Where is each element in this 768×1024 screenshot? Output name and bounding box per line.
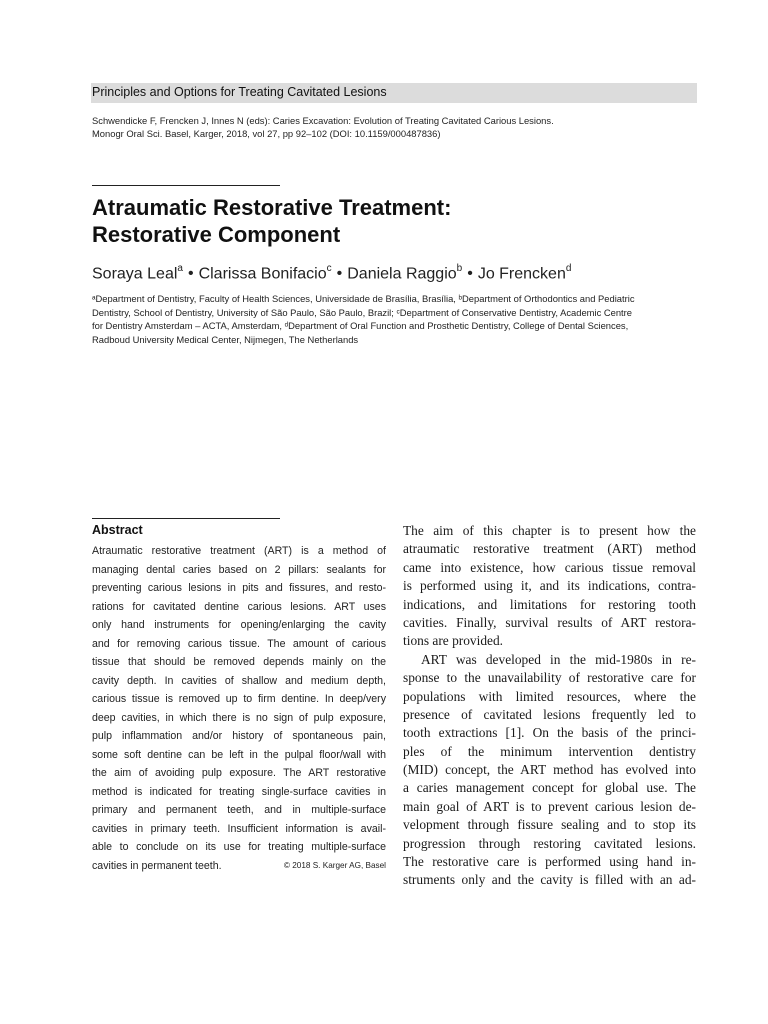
title-line: Atraumatic Restorative Treatment: xyxy=(92,195,452,220)
body-line: (MID) concept, the ART method has evolved into xyxy=(403,762,696,778)
body-line: indications, and limitations for restoring tooth xyxy=(403,596,696,612)
author-affiliation-marker: b xyxy=(456,263,463,274)
body-line: populations with limited resources, where the xyxy=(403,688,696,704)
affiliations xyxy=(92,292,702,346)
abstract-line: carious tissue is removed up to firm dentine. In deep/very xyxy=(92,693,386,705)
author-affiliation-marker: a xyxy=(177,263,183,274)
citation-line: Schwendicke F, Frencken J, Innes N (eds): Caries Excavation: Evolution of Treating Cavitated Carious Lesions. xyxy=(92,115,554,126)
body-line: tooth extractions [1]. On the basis of the princi- xyxy=(403,725,696,741)
title-rule xyxy=(92,185,280,186)
body-line: tions are provided. xyxy=(403,633,504,649)
abstract-line: the aim of avoiding pulp exposure. The ART restorative xyxy=(92,767,386,779)
abstract-line: method is indicated for treating single-surface cavities in xyxy=(92,785,386,798)
abstract-line: Atraumatic restorative treatment (ART) is a method of xyxy=(92,545,386,557)
abstract-line: cavities in permanent teeth. xyxy=(92,859,222,872)
affiliation-line: for Dentistry Amsterdam – ACTA, Amsterdam, ᵈDepartment of Oral Function and Prosthetic Dentistry, College of Dental Sciences, xyxy=(92,320,629,332)
affiliation-line: Radboud University Medical Center, Nijmegen, The Netherlands xyxy=(92,333,359,345)
citation-line: Monogr Oral Sci. Basel, Karger, 2018, vol 27, pp 92–102 (DOI: 10.1159/000487836) xyxy=(92,128,441,139)
title-line: Restorative Component xyxy=(92,222,341,247)
article-title xyxy=(92,194,692,248)
abstract-heading: Abstract xyxy=(92,523,143,537)
author-name: Clarissa Bonifacio xyxy=(198,265,327,283)
abstract-last-line xyxy=(92,857,386,876)
abstract-line: preventing carious lesions in pits and fissures, and resto- xyxy=(92,582,386,594)
citation-block xyxy=(92,114,702,140)
abstract-line: only hand instruments for opening/enlarging the cavity xyxy=(92,619,386,631)
body-line: ples of the minimum intervention dentistry xyxy=(403,743,696,759)
body-line: The restorative care is performed using hand in- xyxy=(403,854,696,870)
abstract-line: cavities in primary teeth. Insufficient information is avail- xyxy=(92,822,386,835)
abstract-line: able to conclude on its use for treating multiple-surface xyxy=(92,841,386,853)
body-line: main goal of ART is to prevent carious lesion de- xyxy=(403,798,696,814)
abstract-line: pulp inflammation and/or history of spontaneous pain, xyxy=(92,730,386,742)
body-line: is performed using it, and its indications, contra- xyxy=(403,578,696,594)
abstract-line: tissue that should be removed depends mainly on the xyxy=(92,656,386,668)
abstract-line: rations for cavitated dentine carious lesions. ART uses xyxy=(92,600,386,613)
author-separator: • xyxy=(187,265,194,283)
abstract-rule xyxy=(92,518,280,519)
copyright-notice: © 2018 S. Karger AG, Basel xyxy=(283,860,386,870)
author-name: Soraya Leal xyxy=(92,265,178,283)
body-text-column xyxy=(403,522,696,890)
author-name: Daniela Raggio xyxy=(347,265,457,283)
affiliation-line: Dentistry, School of Dentistry, University of São Paulo, São Paulo, Brazil; ᶜDepartment of Conservative Dentistry, Academic Centre xyxy=(92,306,633,318)
author-affiliation-marker: d xyxy=(565,263,572,274)
abstract-line: cavity depth. In cavities of shallow and medium depth, xyxy=(92,674,386,687)
abstract-line: deep cavities, in which there is no sign of pulp exposure, xyxy=(92,711,386,724)
body-line: came into existence, how carious tissue removal xyxy=(403,559,696,575)
abstract-line: managing dental caries based on 2 pillars: sealants for xyxy=(92,563,386,576)
author-list xyxy=(92,264,571,283)
abstract-line: some soft dentine can be left in the pulpal floor/wall with xyxy=(92,748,386,761)
author-affiliation-marker: c xyxy=(326,263,332,274)
series-title: Principles and Options for Treating Cavitated Lesions xyxy=(92,85,387,99)
body-line: sponse to the unavailability of restorative care for xyxy=(403,670,696,686)
body-line: ART was developed in the mid-1980s in re- xyxy=(421,651,696,667)
author-separator: • xyxy=(336,265,343,283)
body-line: struments only and the cavity is filled with an ad- xyxy=(403,872,696,888)
abstract-line: and for removing carious tissue. The amount of carious xyxy=(92,637,386,650)
body-line: progression through restoring cavitated lesions. xyxy=(403,835,696,851)
abstract-line: primary and permanent teeth, and in multiple-surface xyxy=(92,804,386,816)
body-line: velopment through fissure sealing and to stop its xyxy=(403,817,696,833)
body-line: presence of cavitated lesions frequently led to xyxy=(403,706,696,722)
series-header-bar xyxy=(91,83,697,103)
body-line: a caries management concept for global use. The xyxy=(403,780,696,796)
body-line: The aim of this chapter is to present how the xyxy=(403,523,696,538)
body-line: atraumatic restorative treatment (ART) method xyxy=(403,541,696,557)
author-separator: • xyxy=(467,265,473,283)
abstract-body xyxy=(92,542,386,875)
author-name: Jo Frencken xyxy=(477,265,566,283)
affiliation-line: ᵃDepartment of Dentistry, Faculty of Health Sciences, Universidade de Brasília, Brasília, ᵇDepartment of Orthodontics and Pediatric xyxy=(92,293,635,304)
body-line: cavities. Finally, survival results of ART restora- xyxy=(403,614,696,630)
